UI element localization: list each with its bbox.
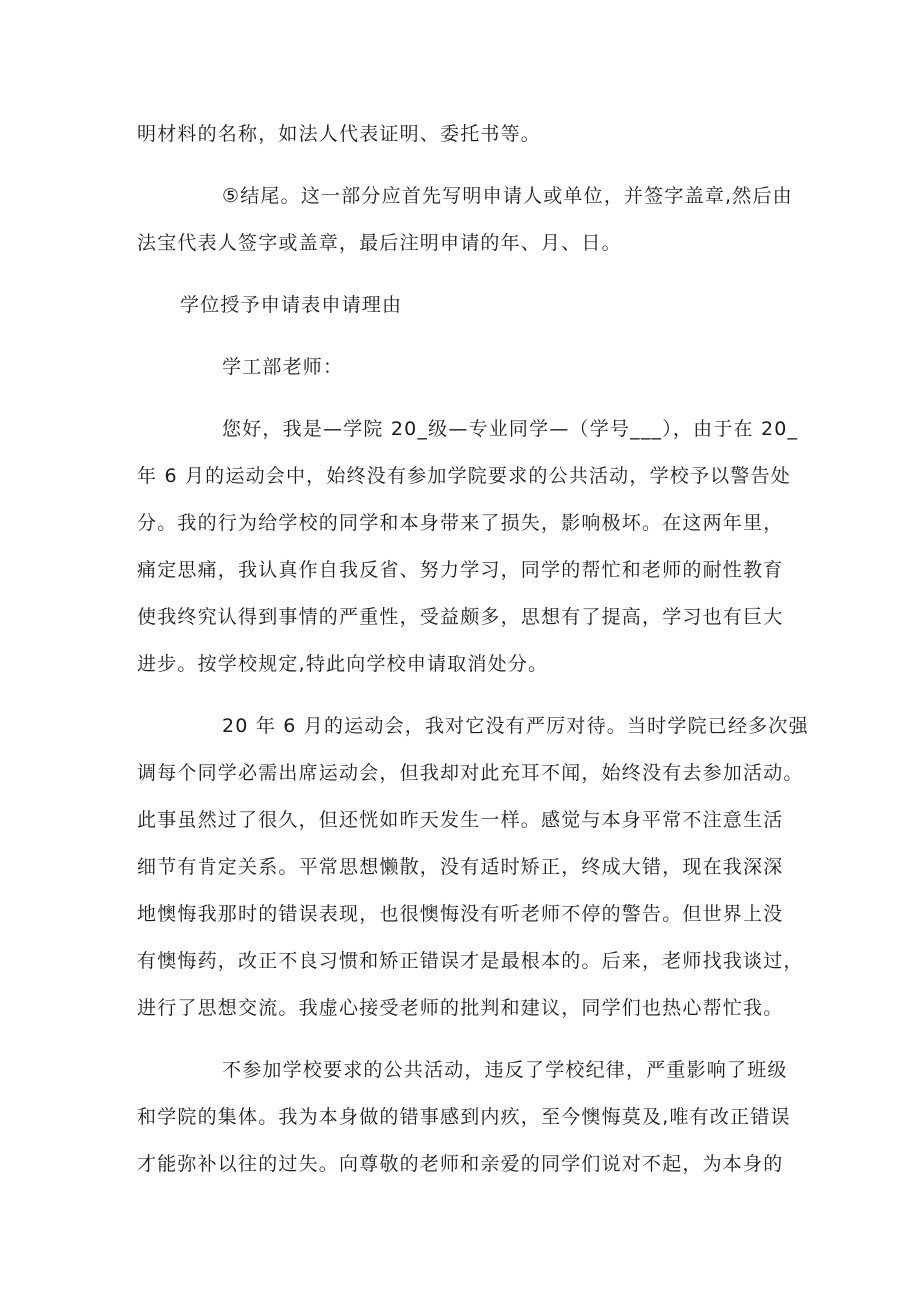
text-line: 20 年 6 月的运动会，我对它没有严厉对待。当时学院已经多次强 bbox=[222, 715, 809, 737]
text-line: 不参加学校要求的公共活动，违反了学校纪律，严重影响了班级 bbox=[222, 1059, 788, 1081]
text-line: 法宝代表人签字或盖章，最后注明申请的年、月、日。 bbox=[137, 232, 622, 254]
text-line: 分。我的行为给学校的同学和本身带来了损失，影响极坏。在这两年里， bbox=[137, 512, 784, 534]
text-line: 调每个同学必需出席运动会，但我却对此充耳不闻，始终没有去参加活动。 bbox=[137, 762, 804, 784]
text-line: 痛定思痛，我认真作自我反省、努力学习，同学的帮忙和老师的耐性教育 bbox=[137, 559, 784, 581]
text-line: 进行了思想交流。我虚心接受老师的批判和建议，同学们也热心帮忙我。 bbox=[137, 997, 784, 1019]
text-line: ⑤结尾。这一部分应首先写明申请人或单位，并签字盖章,然后由 bbox=[222, 185, 793, 207]
text-line: 和学院的集体。我为本身做的错事感到内疚，至今懊悔莫及,唯有改正错误 bbox=[137, 1106, 791, 1128]
text-line: 年 6 月的运动会中，始终没有参加学院要求的公共活动，学校予以警告处 bbox=[137, 465, 791, 487]
text-line: 地懊悔我那时的错误表现，也很懊悔没有听老师不停的警告。但世界上没 bbox=[137, 903, 784, 925]
text-line: 才能弥补以往的过失。向尊敬的老师和亲爱的同学们说对不起，为本身的 bbox=[137, 1153, 784, 1175]
text-line: 明材料的名称，如法人代表证明、委托书等。 bbox=[137, 123, 542, 145]
salutation: 学工部老师： bbox=[222, 356, 344, 378]
text-line: 细节有肯定关系。平常思想懒散，没有适时矫正，终成大错，现在我深深 bbox=[137, 856, 784, 878]
text-line: 有懊悔药，改正不良习惯和矫正错误才是最根本的。后来，老师找我谈过， bbox=[137, 950, 804, 972]
text-line: 您好，我是—学院 20_级—专业同学—（学号___），由于在 20_ bbox=[222, 418, 799, 440]
text-line: 进步。按学校规定,特此向学校申请取消处分。 bbox=[137, 653, 549, 675]
section-heading: 学位授予申请表申请理由 bbox=[180, 294, 403, 316]
text-line: 使我终究认得到事情的严重性，受益颇多，思想有了提高，学习也有巨大 bbox=[137, 606, 784, 628]
text-line: 此事虽然过了很久，但还恍如昨天发生一样。感觉与本身平常不注意生活 bbox=[137, 809, 784, 831]
